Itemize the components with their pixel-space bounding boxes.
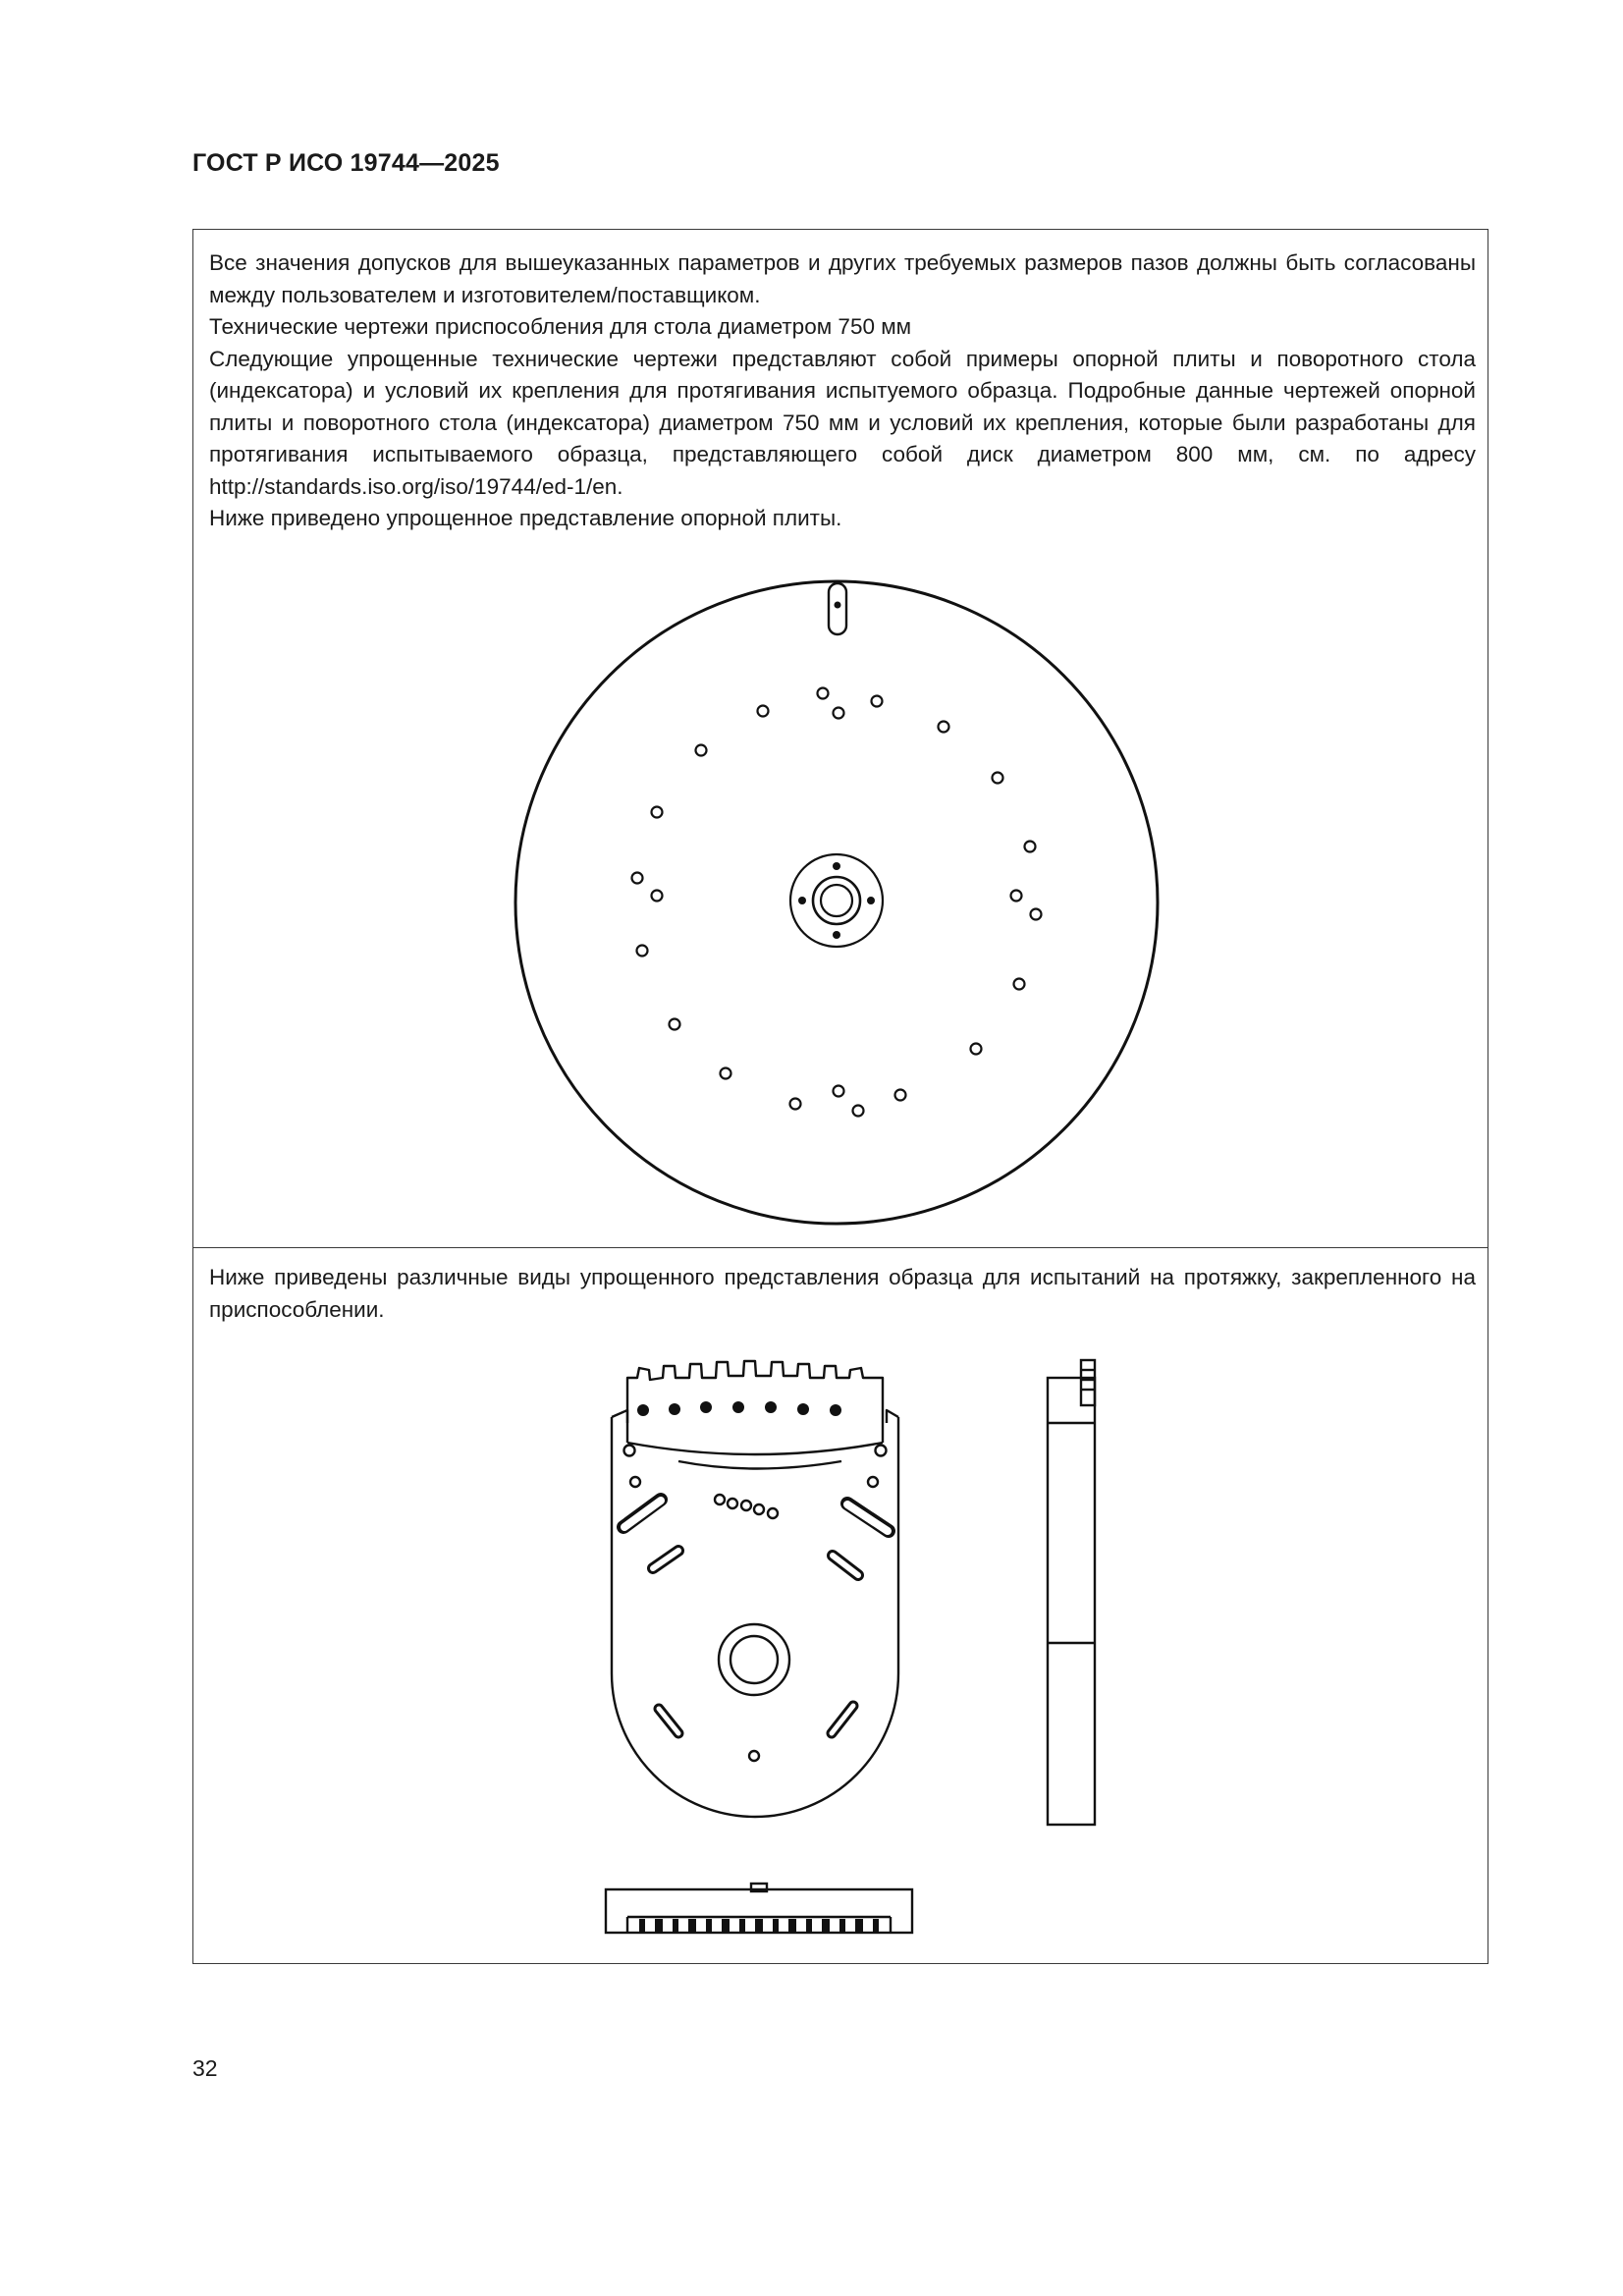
panel-specimen-views bbox=[192, 1248, 1488, 1964]
paragraph-drawings-title: Технические чертежи приспособления для стола диаметром 750 мм bbox=[209, 314, 912, 339]
paragraph-tolerances: Все значения допусков для вышеуказанных параметров и других требуемых размеров пазов должны быть согласованы между пользователем и изготовителем/поставщиком. bbox=[209, 250, 1476, 307]
panel-base-plate bbox=[192, 229, 1488, 1248]
paragraph-base-plate-intro: Ниже приведено упрощенное представление опорной плиты. bbox=[209, 506, 842, 530]
paragraph-drawings-description: Следующие упрощенные технические чертежи представляют собой примеры опорной плиты и поворотного стола (индексатора) и условий их крепления для протягивания испытуемого образца. Подробные данные чертежей опорной плиты и поворотного стола (индексатора) диаметром 750 мм и условий их крепления, которые были разработаны для протягивания испытываемого образца, представляющего собой диск диаметром 800 мм, см. по адресу http://standards.iso.org/iso/19744/ed-1/en. bbox=[209, 346, 1476, 499]
document-header: ГОСТ Р ИСО 19744—2025 bbox=[192, 149, 500, 177]
specimen-front-view bbox=[596, 1356, 910, 1828]
page-number: 32 bbox=[192, 2055, 218, 2081]
bolt-holes bbox=[632, 688, 1042, 1117]
specimen-top-view bbox=[604, 1882, 918, 1937]
top-view-teeth bbox=[639, 1919, 879, 1933]
paragraph-specimen-intro: Ниже приведены различные виды упрощенного представления образца для испытаний на протяжку, закрепленного на приспособлении. bbox=[209, 1265, 1476, 1322]
specimen-side-view bbox=[1038, 1358, 1097, 1830]
panel-2-text bbox=[209, 1262, 1476, 1326]
segment-holes bbox=[637, 1401, 841, 1416]
base-plate-drawing bbox=[502, 564, 1169, 1231]
panel-1-text bbox=[209, 247, 1476, 535]
